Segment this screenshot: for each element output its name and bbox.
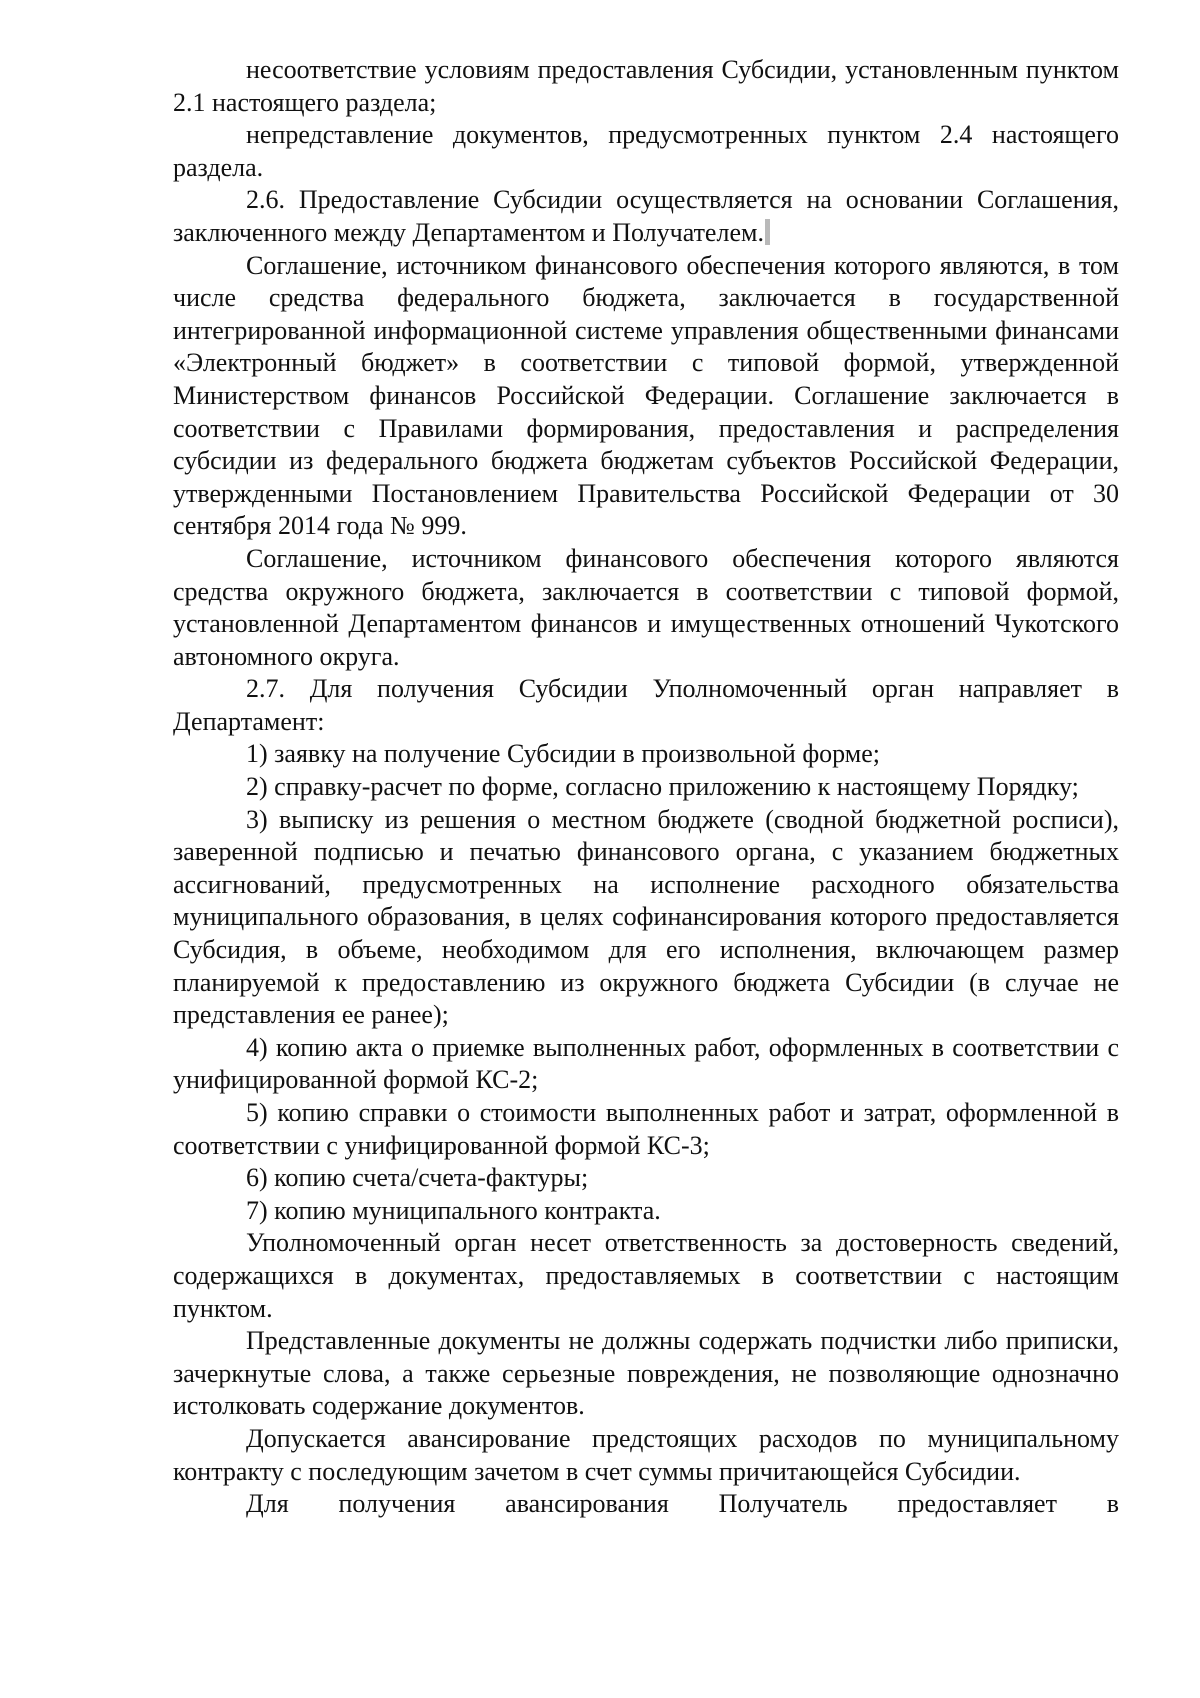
paragraph-text: 2.6. Предоставление Субсидии осуществляется на основании Соглашения, заключенного между Департаментом и Получателем. xyxy=(173,185,1119,247)
paragraph: несоответствие условиям предоставления Субсидии, установленным пунктом 2.1 настоящего раздела; xyxy=(173,55,1119,117)
list-item: 1) заявку на получение Субсидии в произвольной форме; xyxy=(246,739,881,769)
paragraph: Соглашение, источником финансового обеспечения которого являются средства окружного бюджета, заключается в соответствии с типовой формой, установленной Департаментом финансов и имущественных отношений Чукотского автономного округа. xyxy=(173,543,1119,671)
list-item: 2) справку-расчет по форме, согласно приложению к настоящему Порядку; xyxy=(246,772,1079,802)
paragraph: непредставление документов, предусмотренных пунктом 2.4 настоящего раздела. xyxy=(173,120,1119,182)
paragraph xyxy=(173,184,1119,249)
paragraph: 2.7. Для получения Субсидии Уполномоченный орган направляет в Департамент: xyxy=(173,674,1119,736)
paragraph: Для получения авансирования Получатель предоставляет в xyxy=(246,1489,1119,1519)
list-item: 5) копию справки о стоимости выполненных работ и затрат, оформленной в соответствии с унифицированной формой КС-3; xyxy=(173,1098,1119,1160)
list-item: 7) копию муниципального контракта. xyxy=(246,1195,661,1225)
text-cursor-mark xyxy=(765,219,770,245)
list-item: 6) копию счета/счета-фактуры; xyxy=(246,1163,589,1193)
paragraph: Соглашение, источником финансового обеспечения которого являются, в том числе средства федерального бюджета, заключается в государственной интегрированной информационной системе управления общественными финансами «Электронный бюджет» в соответствии с типовой формой, утвержденной Министерством финансов Российской Федерации. Соглашение заключается в соответствии с Правилами формирования, предоставления и распределения субсидии из федерального бюджета бюджетам субъектов Российской Федерации, утвержденными Постановлением Правительства Российской Федерации от 30 сентября 2014 года № 999. xyxy=(173,250,1119,541)
paragraph: Уполномоченный орган несет ответственность за достоверность сведений, содержащихся в документах, предоставляемых в соответствии с настоящим пунктом. xyxy=(173,1228,1119,1323)
list-item: 4) копию акта о приемке выполненных работ, оформленных в соответствии с унифицированной формой КС-2; xyxy=(173,1032,1119,1095)
list-item: 3) выписку из решения о местном бюджете (сводной бюджетной росписи), заверенной подписью и печатью финансового органа, с указанием бюджетных ассигнований, предусмотренных на исполнение расходного обязательства муниципального образования, в целях софинансирования которого предоставляется Субсидия, в объеме, необходимом для его исполнения, включающем размер планируемой к предоставлению из окружного бюджета Субсидии (в случае не представления ее ранее); xyxy=(173,804,1119,1030)
paragraph: Представленные документы не должны содержать подчистки либо приписки, зачеркнутые слова, а также серьезные повреждения, не позволяющие однозначно истолковать содержание документов. xyxy=(173,1326,1119,1421)
document-text xyxy=(173,54,1119,1521)
paragraph: Допускается авансирование предстоящих расходов по муниципальному контракту с последующим зачетом в счет суммы причитающейся Субсидии. xyxy=(173,1423,1119,1486)
